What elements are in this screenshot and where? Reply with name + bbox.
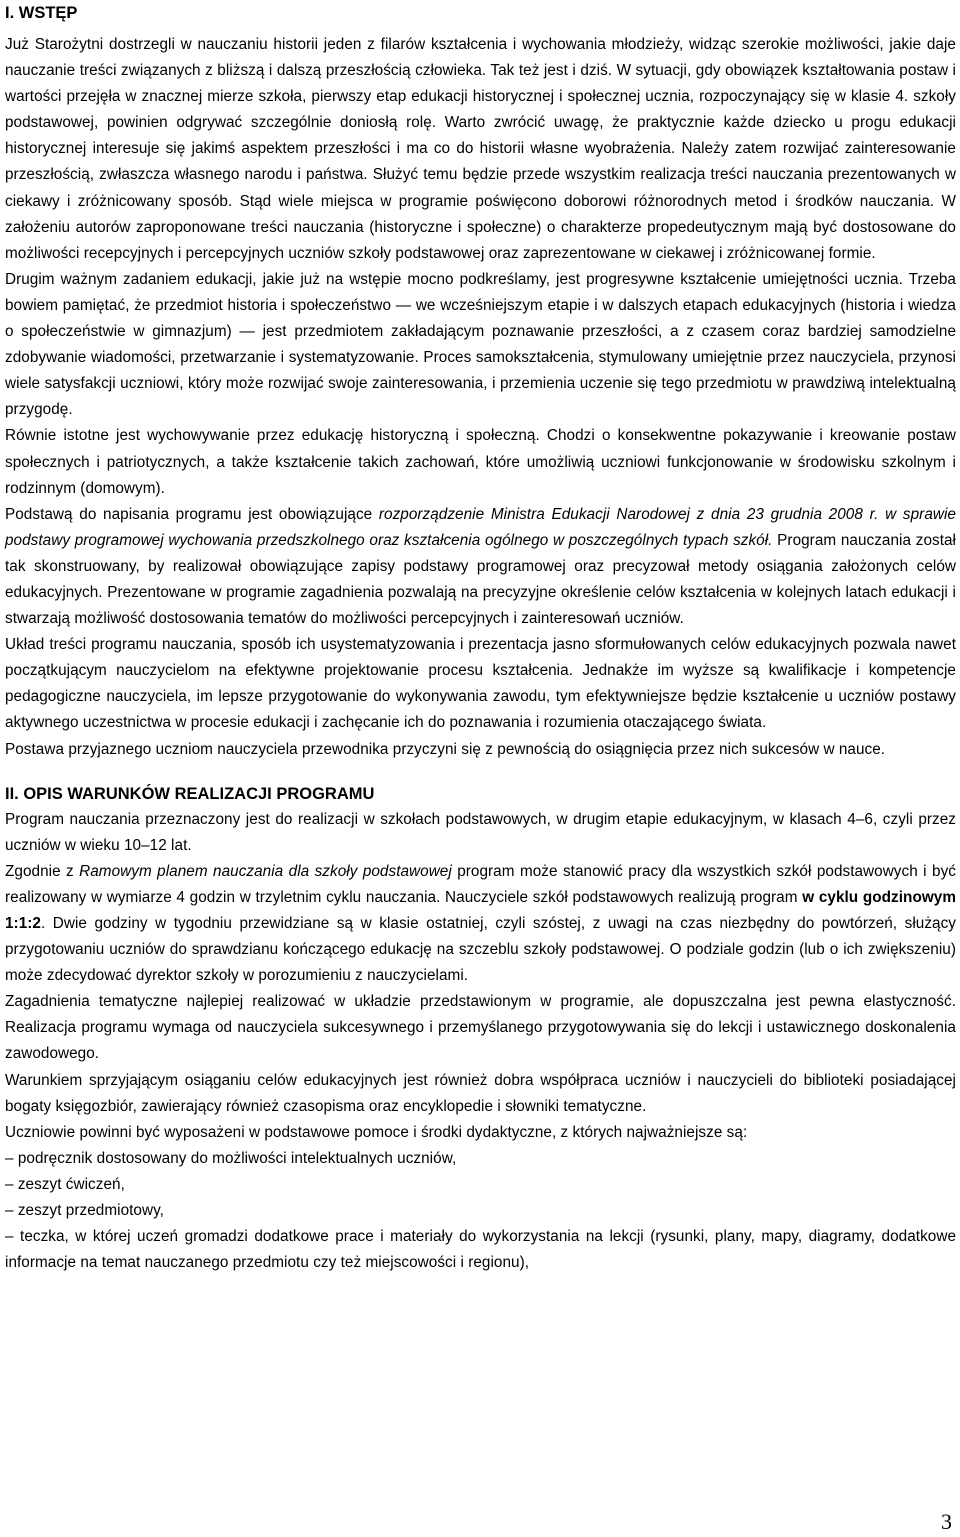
paragraph: Równie istotne jest wychowywanie przez edukację historyczną i społeczną. Chodzi o konsekwentne pokazywanie i kreowanie postaw społecznych i patriotycznych, a także kształcenie takich zachowań, które umożliwią uczniowi funkcjonowanie w środowisku szkolnym i rodzinnym (domowym). <box>5 427 956 497</box>
paragraph-text: Zgodnie z <box>5 862 80 880</box>
paragraph: Układ treści programu nauczania, sposób ich usystematyzowania i prezentacja jasno sformułowanych celów edukacyjnych pozwala nawet początkującym nauczycielom na efektywne projektowanie procesu kształcenia. Jednakże im wyższe są kwalifikacje i kompetencje pedagogiczne nauczyciela, im lepsze przygotowanie do wykonywania zawodu, tym efektywniejsze będzie kształcenie u uczniów postawy aktywnego uczestnictwa w procesie edukacji i zachęcanie ich do poznawania i rozumienia otaczającego świata. <box>5 636 956 732</box>
plan-title: Ramowym planem nauczania dla szkoły podstawowej <box>79 862 452 880</box>
list-item: – zeszyt przedmiotowy, <box>5 1202 164 1220</box>
section-heading-intro: I. WSTĘP <box>5 4 78 22</box>
paragraph <box>5 859 956 989</box>
paragraph: Drugim ważnym zadaniem edukacji, jakie już na wstępie mocno podkreślamy, jest progresywne kształcenie umiejętności ucznia. Trzeba bowiem pamiętać, że przedmiot historia i społeczeństwo — we wcześniejszym etapie i w dalszych etapach edukacyjnych (historia i wiedza o społeczeństwie w gimnazjum) — jest przedmiotem zakładającym poznawanie przeszłości, a z czasem coraz bardziej samodzielne zdobywanie wiadomości, przetwarzanie i systematyzowanie. Proces samokształcenia, stymulowany umiejętnie przez nauczyciela, przynosi wiele satysfakcji uczniowi, który może rozwijać swoje zainteresowania, i przemienia uczenie się tego przedmiotu w prawdziwą intelektualną przygodę. <box>5 270 956 419</box>
paragraph: Zagadnienia tematyczne najlepiej realizować w układzie przedstawionym w programie, ale dopuszczalna jest pewna elastyczność. Realizacja programu wymaga od nauczyciela sukcesywnego i przemyślanego przygotowywania się do lekcji i ustawicznego doskonalenia zawodowego. <box>5 993 956 1063</box>
paragraph: Warunkiem sprzyjającym osiąganiu celów edukacyjnych jest również dobra współpraca uczniów i nauczycieli do biblioteki posiadającej bogaty księgozbiór, zawierający również czasopisma oraz encyklopedie i słowniki tematyczne. <box>5 1071 956 1115</box>
paragraph: Postawa przyjaznego uczniom nauczyciela przewodnika przyczyni się z pewnością do osiągnięcia przez nich sukcesów w nauce. <box>5 740 886 758</box>
page-number: 3 <box>941 1509 952 1534</box>
paragraph-text: . Dwie godziny w tygodniu przewidziane są w klasie ostatniej, czyli szóstej, z uwagi na czas niezbędny do powtórzeń, służący przygotowaniu uczniów do sprawdzianu kończącego edukację na szczeblu szkoły podstawowej. O podziale godzin (lub o ich zwiększeniu) może zdecydować dyrektor szkoły w porozumieniu z nauczycielami. <box>5 915 956 985</box>
list-item: – podręcznik dostosowany do możliwości intelektualnych uczniów, <box>5 1149 457 1167</box>
list-item: – zeszyt ćwiczeń, <box>5 1175 125 1193</box>
paragraph <box>5 502 956 632</box>
list-item: – teczka, w której uczeń gromadzi dodatkowe prace i materiały do wykorzystania na lekcji (rysunki, plany, mapy, diagramy, dodatkowe informacje na temat nauczanego przedmiotu czy też miejscowości i regionu), <box>5 1228 956 1272</box>
regulation-citation: rozporządzenie Ministra Edukacji Narodowej z dnia 23 grudnia 2008 r. w sprawie podstawy programowej wychowania przedszkolnego oraz kształcenia ogólnego w poszczególnych typach szkół. <box>5 505 956 549</box>
paragraph-text: Program nauczania został tak skonstruowany, by realizował obowiązujące zapisy podstawy programowej oraz precyzował metody osiągania założonych celów edukacyjnych. Prezentowane w programie zagadnienia pozwalają na precyzyjne określenie celów kształcenia w kolejnych latach edukacji i stwarzają możliwość dostosowania tematów do możliwości percepcyjnych i zainteresowań uczniów. <box>5 531 957 628</box>
teaching-aids-list <box>5 1146 956 1276</box>
paragraph: Już Starożytni dostrzegli w nauczaniu historii jeden z filarów kształcenia i wychowania młodzieży, widząc szerokie możliwości, jakie daje nauczanie treści związanych z bliższą i dalszą przeszłością człowieka. Tak też jest i dziś. W sytuacji, gdy obowiązek kształtowania postaw i wartości przejęła w znacznej mierze szkoła, pierwszy etap edukacji historycznej i społecznej ucznia, rozpoczynający się w klasie 4. szkoły podstawowej, powinien odgrywać szczególnie doniosłą rolę. Warto zwrócić uwagę, że praktycznie każde dziecko u progu edukacji historycznej interesuje się jakimś aspektem przeszłości i ma co do historii własne wyobrażenia. Należy zatem rozwijać zainteresowanie przeszłością, zwłaszcza własnego narodu i państwa. Służyć temu będzie przede wszystkim realizacja treści nauczania prezentowanych w ciekawy i zróżnicowany sposób. Stąd wiele miejsca w programie poświęcono doborowi różnorodnych metod i środków nauczania. W założeniu autorów zaproponowane treści nauczania (historyczne i społeczne) o charakterze propedeutycznym mają być dostosowane do możliwości recepcyjnych i percepcyjnych uczniów szkoły podstawowej oraz zaprezentowane w ciekawej i zróżnicowanej formie. <box>5 36 956 262</box>
hour-cycle: w cyklu godzinowym 1:1:2 <box>5 888 956 932</box>
paragraph-text: Podstawą do napisania programu jest obowiązujące <box>5 505 379 523</box>
section-heading-conditions: II. OPIS WARUNKÓW REALIZACJI PROGRAMU <box>5 784 375 803</box>
paragraph: Uczniowie powinni być wyposażeni w podstawowe pomoce i środki dydaktyczne, z których najważniejsze są: <box>5 1123 748 1141</box>
paragraph: Program nauczania przeznaczony jest do realizacji w szkołach podstawowych, w drugim etapie edukacyjnym, w klasach 4–6, czyli przez uczniów w wieku 10–12 lat. <box>5 810 956 854</box>
paragraph-text: program może stanowić pracy dla wszystkich szkół podstawowych i być realizowany w wymiarze 4 godzin w trzyletnim cyklu nauczania. Nauczyciele szkół podstawowych realizują program <box>5 862 956 906</box>
document-page <box>5 0 956 1276</box>
